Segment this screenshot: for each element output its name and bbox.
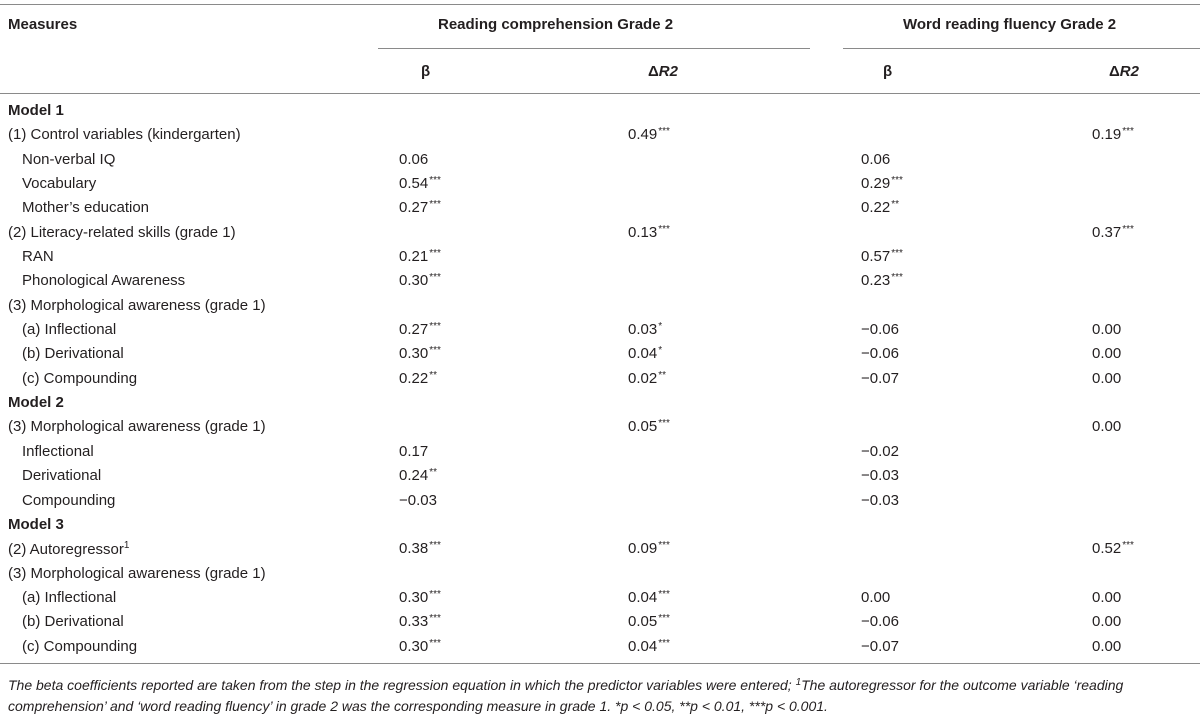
value-cell: 0.29***	[861, 175, 903, 193]
section-heading-row	[0, 513, 1200, 537]
value-cell: 0.06	[861, 150, 891, 168]
row-label: Derivational	[22, 467, 102, 485]
row-label: (b) Derivational	[22, 613, 124, 631]
row-label: Model 3	[8, 515, 64, 533]
row-label: (c) Compounding	[22, 369, 138, 387]
value-cell: −0.07	[861, 369, 899, 387]
table-row	[0, 635, 1200, 659]
value-cell: 0.04***	[628, 637, 670, 655]
row-label: (c) Compounding	[22, 637, 138, 655]
value-cell: 0.00	[1092, 588, 1122, 606]
value-cell: −0.06	[861, 345, 899, 363]
value-cell: 0.37***	[1092, 223, 1134, 241]
row-label: RAN	[22, 248, 54, 266]
row-label: Vocabulary	[22, 175, 97, 193]
group1-rule	[378, 48, 810, 49]
row-label: (3) Morphological awareness (grade 1)	[8, 418, 266, 436]
row-label: (3) Morphological awareness (grade 1)	[8, 564, 266, 582]
value-cell: 0.38***	[399, 540, 441, 558]
word-reading-fluency-header: Word reading fluency Grade 2	[903, 16, 1117, 33]
table-row	[0, 562, 1200, 586]
value-cell: 0.33***	[399, 613, 441, 631]
table-row	[0, 342, 1200, 366]
value-cell: 0.04*	[628, 345, 663, 363]
value-cell: 0.30***	[399, 345, 441, 363]
value-cell: 0.30***	[399, 637, 441, 655]
table-row	[0, 148, 1200, 172]
table-row	[0, 221, 1200, 245]
table-row	[0, 196, 1200, 220]
value-cell: 0.24**	[399, 467, 437, 485]
row-label: Model 1	[8, 102, 64, 119]
value-cell: 0.13***	[628, 223, 670, 241]
table-row	[0, 367, 1200, 391]
table-row	[0, 123, 1200, 147]
value-cell: −0.03	[861, 467, 899, 485]
row-label: Mother’s education	[22, 199, 150, 217]
beta-header-2: β	[883, 63, 893, 80]
value-cell: −0.03	[399, 491, 437, 509]
row-label: (2) Literacy-related skills (grade 1)	[8, 223, 236, 241]
value-cell: 0.02**	[628, 369, 666, 387]
row-label: (a) Inflectional	[22, 588, 117, 606]
value-cell: 0.00	[1092, 637, 1122, 655]
row-label: (3) Morphological awareness (grade 1)	[8, 296, 266, 314]
row-label: Compounding	[22, 491, 116, 509]
value-cell: 0.00	[861, 588, 891, 606]
value-cell: 0.27***	[399, 321, 441, 339]
row-label: Non-verbal IQ	[22, 150, 116, 168]
table-row	[0, 586, 1200, 610]
row-label: (b) Derivational	[22, 345, 124, 363]
value-cell: 0.30***	[399, 588, 441, 606]
value-cell: 0.03*	[628, 321, 663, 339]
value-cell: 0.30***	[399, 272, 441, 290]
value-cell: 0.49***	[628, 126, 670, 144]
value-cell: 0.09***	[628, 540, 670, 558]
value-cell: 0.00	[1092, 418, 1122, 436]
measures-header: Measures	[8, 16, 78, 33]
value-cell: 0.54***	[399, 175, 441, 193]
section-heading-row	[0, 391, 1200, 415]
group2-rule	[843, 48, 1200, 49]
delta-r2-header-1: ΔR2	[648, 63, 678, 80]
table-row	[0, 172, 1200, 196]
value-cell: 0.21***	[399, 248, 441, 266]
value-cell: −0.07	[861, 637, 899, 655]
value-cell: 0.23***	[861, 272, 903, 290]
row-label: Phonological Awareness	[22, 272, 186, 290]
table-row	[0, 318, 1200, 342]
value-cell: 0.05***	[628, 418, 670, 436]
table-footnote: The beta coefficients reported are taken from the step in the regression equation in which the predictor variables were entered; $^1$The autoregressor for the outcome variable ‘reading comprehension’ and ‘word reading fluency’ in grade 2 was the corresponding measure in grade 1. *p < 0.05, **p < 0.01, ***p < 0.001.	[8, 677, 1124, 714]
top-rule	[0, 4, 1200, 5]
table-row	[0, 269, 1200, 293]
table-row	[0, 464, 1200, 488]
value-cell: 0.00	[1092, 369, 1122, 387]
value-cell: −0.06	[861, 321, 899, 339]
value-cell: −0.03	[861, 491, 899, 509]
table-row	[0, 610, 1200, 634]
row-label: (1) Control variables (kindergarten)	[8, 126, 241, 144]
delta-r2-header-2: ΔR2	[1109, 63, 1139, 80]
value-cell: 0.00	[1092, 613, 1122, 631]
value-cell: 0.00	[1092, 345, 1122, 363]
table-row	[0, 415, 1200, 439]
value-cell: 0.52***	[1092, 540, 1134, 558]
table-row	[0, 440, 1200, 464]
value-cell: 0.05***	[628, 613, 670, 631]
value-cell: 0.22**	[861, 199, 899, 217]
table-row	[0, 294, 1200, 318]
value-cell: 0.04***	[628, 588, 670, 606]
value-cell: 0.57***	[861, 248, 903, 266]
table-row	[0, 245, 1200, 269]
reading-comprehension-header: Reading comprehension Grade 2	[438, 16, 674, 33]
table-row	[0, 489, 1200, 513]
value-cell: 0.06	[399, 150, 429, 168]
bottom-rule	[0, 663, 1200, 664]
beta-header-1: β	[421, 63, 431, 80]
row-label: Inflectional	[22, 442, 94, 460]
row-label: (a) Inflectional	[22, 321, 117, 339]
table-row	[0, 537, 1200, 561]
header-rule	[0, 93, 1200, 94]
value-cell: −0.06	[861, 613, 899, 631]
section-heading-row	[0, 99, 1200, 123]
row-label: (2) Autoregressor$^1$	[8, 540, 130, 559]
value-cell: −0.02	[861, 442, 899, 460]
value-cell: 0.17	[399, 442, 429, 460]
table-body	[0, 99, 1200, 659]
value-cell: 0.27***	[399, 199, 441, 217]
value-cell: 0.00	[1092, 321, 1122, 339]
value-cell: 0.19***	[1092, 126, 1134, 144]
row-label: Model 2	[8, 394, 64, 412]
value-cell: 0.22**	[399, 369, 437, 387]
